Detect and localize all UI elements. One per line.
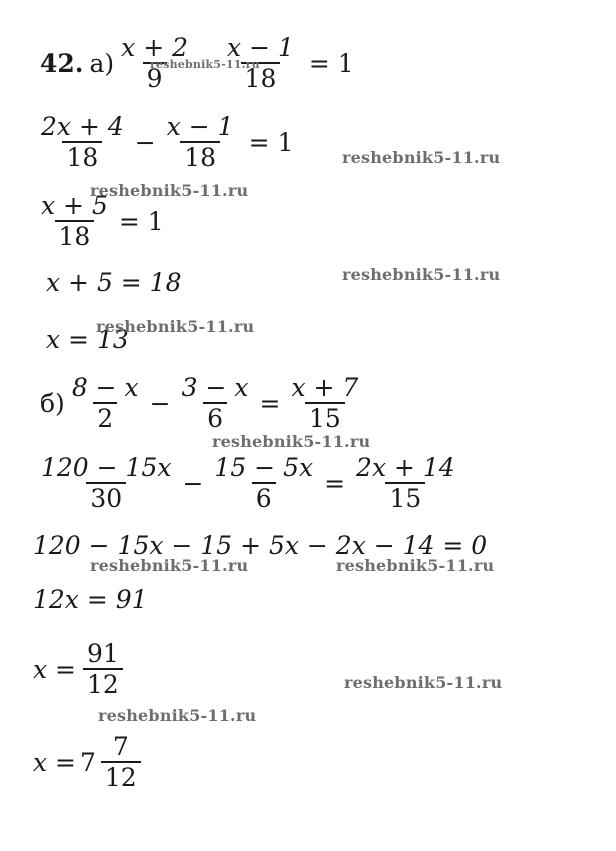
fraction: $\frac{x - 1}{18}$ <box>227 33 294 93</box>
problem-number: 42. <box>40 48 84 78</box>
b-line-6: x = 7 $\frac{7}{12}$ <box>33 733 144 791</box>
fraction: $\frac{2x + 4}{18}$ <box>41 112 124 172</box>
fraction: $\frac{15 - 5x}{6}$ <box>214 453 314 513</box>
a-line-5: x = 13 <box>46 325 129 354</box>
fraction: $\frac{91}{12}$ <box>83 640 123 698</box>
b-line-4: 12x = 91 <box>33 585 148 614</box>
fraction: $\frac{3 - x}{6}$ <box>181 373 249 433</box>
b-line-3: 120 − 15x − 15 + 5x − 2x − 14 = 0 <box>33 531 488 560</box>
watermark: reshebnik5-11.ru <box>90 556 249 575</box>
part-a-label: а) <box>89 48 115 78</box>
watermark: reshebnik5-11.ru <box>342 148 501 167</box>
fraction: $\frac{x + 7}{15}$ <box>291 373 359 433</box>
a-line-4: x + 5 = 18 <box>46 268 182 297</box>
a-line-3: $\frac{x + 5}{18}$ = 1 <box>34 192 172 250</box>
b-line-1: б) $\frac{8 - x}{2}$ − $\frac{3 - x}{6}$ = $\frac{x + 7}{15}$ <box>40 374 365 432</box>
a-line-2: $\frac{2x + 4}{18}$ − $\frac{x - 1}{18}$ = 1 <box>34 113 301 171</box>
watermark: reshebnik5-11.ru <box>96 317 255 336</box>
fraction: $\frac{7}{12}$ <box>101 733 141 791</box>
fraction: $\frac{x + 5}{18}$ <box>41 191 108 251</box>
watermark: reshebnik5-11.ru <box>212 432 371 451</box>
fraction: $\frac{120 - 15x}{30}$ <box>41 453 172 513</box>
fraction: $\frac{x - 1}{18}$ <box>166 112 234 172</box>
a-line-1: 42. а) $\frac{x + 2}{9}$ $\frac{x - 1}{18}$ = 1 <box>40 33 354 93</box>
fraction: $\frac{2x + 14}{15}$ <box>356 453 455 513</box>
watermark: reshebnik5-11.ru <box>150 58 260 71</box>
fraction: $\frac{8 - x}{2}$ <box>71 373 139 433</box>
watermark: reshebnik5-11.ru <box>90 181 249 200</box>
watermark: reshebnik5-11.ru <box>344 673 503 692</box>
watermark: reshebnik5-11.ru <box>336 556 495 575</box>
fraction: $\frac{x + 2}{9}$ <box>121 33 189 93</box>
watermark: reshebnik5-11.ru <box>342 265 501 284</box>
part-b-label: б) <box>40 388 65 418</box>
watermark: reshebnik5-11.ru <box>98 706 257 725</box>
b-line-2: $\frac{120 - 15x}{30}$ − $\frac{15 - 5x}{6}$ = $\frac{2x + 14}{15}$ <box>34 454 462 512</box>
b-line-5: x = $\frac{91}{12}$ <box>33 640 126 698</box>
